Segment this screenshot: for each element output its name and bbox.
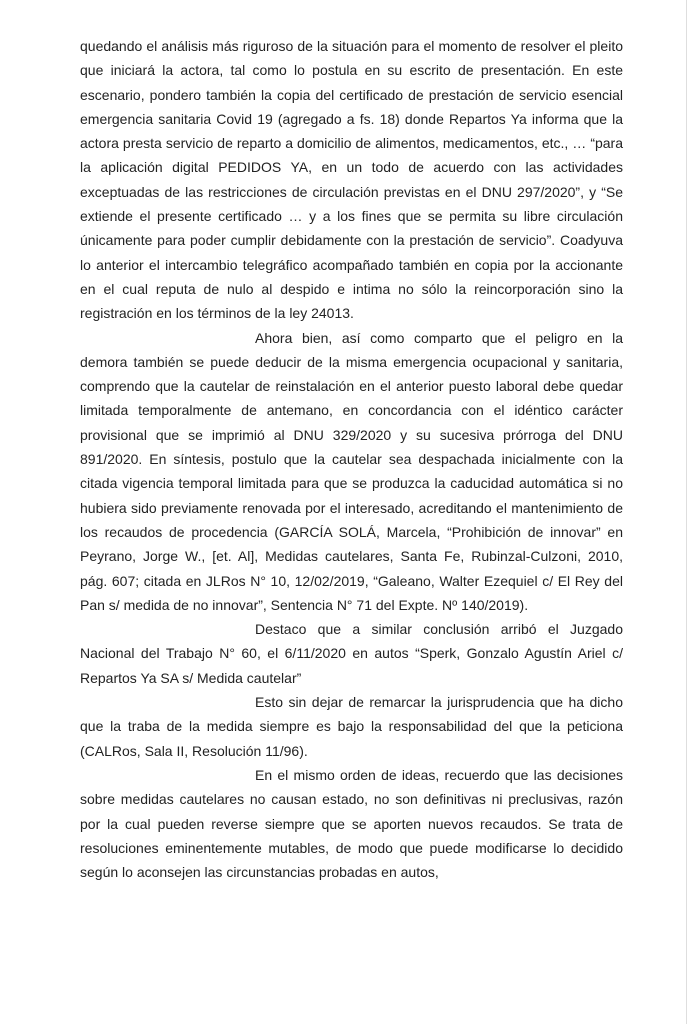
paragraph-jurisprudencia: Esto sin dejar de remarcar la jurisprudencia que ha dicho que la traba de la medida siempre es bajo la responsabilidad del que la peticiona (CALRos, Sala II, Resolución 11/96).: [80, 694, 623, 759]
paragraph-juzgado-nacional: Destaco que a similar conclusión arribó el Juzgado Nacional del Trabajo N° 60, el 6/11/2020 en autos “Sperk, Gonzalo Agustín Ariel c/ Repartos Ya SA s/ Medida cautelar”: [80, 621, 623, 686]
paragraph-mismo-orden: En el mismo orden de ideas, recuerdo que las decisiones sobre medidas cautelares no causan estado, no son definitivas ni preclusivas, razón por la cual pueden reverse siempre que se aporten nuevos recaudos. Se trata de resoluciones eminentemente mutables, de modo que puede modificarse lo decidido según lo aconsejen las circunstancias probadas en autos,: [80, 766, 623, 881]
document-body: [80, 34, 623, 884]
paragraph-peligro-demora: Ahora bien, así como comparto que el peligro en la demora también se puede deducir de la misma emergencia ocupacional y sanitaria, comprendo que la cautelar de reinstalación en el anterior puesto laboral debe quedar limitada temporalmente de antemano, en concordancia con el idéntico carácter provisional que se imprimió al DNU 329/2020 y su sucesiva prórroga del DNU 891/2020. En síntesis, postulo que la cautelar sea despachada inicialmente con la citada vigencia temporal limitada para que se produzca la caducidad automática si no hubiera sido previamente renovada por el interesado, acreditando el mantenimiento de los recaudos de procedencia (GARCÍA SOLÁ, Marcela, “Prohibición de innovar” en Peyrano, Jorge W., [et. Al], Medidas cautelares, Santa Fe, Rubinzal-Culzoni, 2010, pág. 607; citada en JLRos N° 10, 12/02/2019, “Galeano, Walter Ezequiel c/ El Rey del Pan s/ medida de no innovar”, Sentencia N° 71 del Expte. Nº 140/2019).: [80, 329, 623, 613]
paragraph-certificado: quedando el análisis más riguroso de la situación para el momento de resolver el pleito que iniciará la actora, tal como lo postula en su escrito de presentación. En este escenario, pondero también la copia del certificado de prestación de servicio esencial emergencia sanitaria Covid 19 (agregado a fs. 18) donde Repartos Ya informa que la actora presta servicio de reparto a domicilio de alimentos, medicamentos, etc., … “para la aplicación digital PEDIDOS YA, en un todo de acuerdo con las actividades exceptuadas de las restricciones de circulación previstas en el DNU 297/2020”, y “Se extiende el presente certificado … y a los fines que se permita su libre circulación únicamente para poder cumplir debidamente con la prestación de servicio”. Coadyuva lo anterior el intercambio telegráfico acompañado también en copia por la accionante en el cual reputa de nulo al despido e intima no sólo la reincorporación sino la registración en los términos de la ley 24013.: [80, 38, 623, 322]
